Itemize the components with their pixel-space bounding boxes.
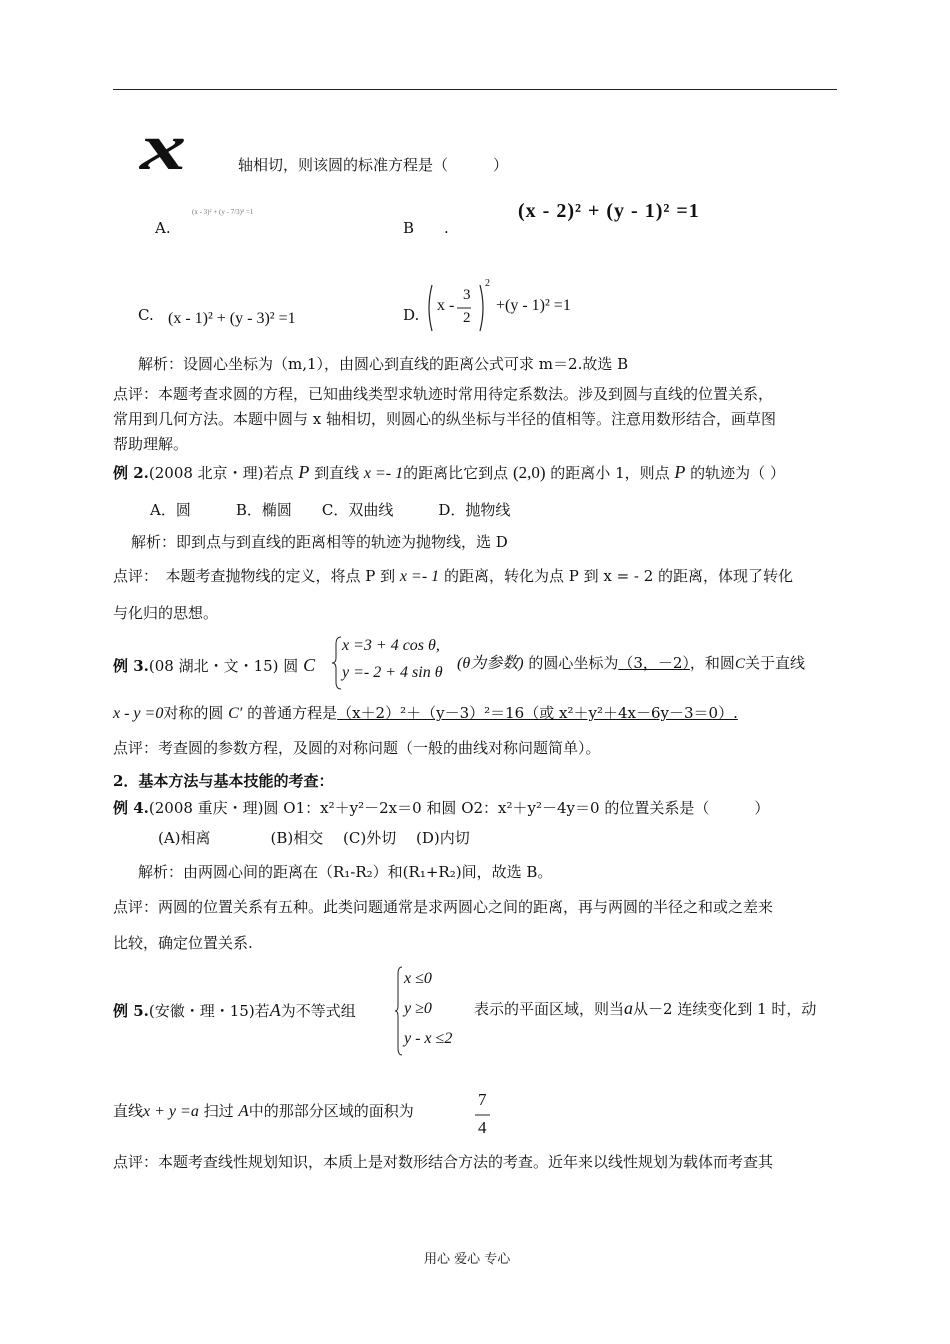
ex5-frac-den: 4 [478, 1118, 487, 1137]
ex5-brace [395, 966, 403, 1056]
ex3-rest [457, 653, 805, 674]
ex2-comment-b: 的距离，转化为点 P 到 x = - 2 的距离，体现了转化 [443, 567, 794, 585]
option-d-x: x - [437, 297, 455, 314]
header-rule [113, 89, 837, 90]
ex5-frac-num: 7 [478, 1090, 487, 1109]
ex5-line-eq: x + y =a [143, 1103, 199, 1120]
ex4-analysis: 解析：由两圆心间的距离在（R₁-R₂）和(R₁+R₂)间，故选 B。 [138, 863, 553, 881]
ex4-line [113, 798, 769, 818]
ex5-comment: 点评：本题考查线性规划知识，本质上是对数形结合方法的考查。近年来以线性规划为载体而考查其 [113, 1153, 774, 1171]
ex2-point: (2,0) [512, 463, 546, 482]
option-c-label: C. [138, 306, 154, 324]
ex5-frac-bar [475, 1114, 491, 1116]
ex5-ineq-2: y ≥0 [404, 1000, 432, 1017]
ex3-cprime: C′ [228, 705, 243, 722]
ex5-text-c: 表示的平面区域，则当 [474, 1000, 625, 1018]
ex5-text-d: 从－2 连续变化到 1 时，动 [633, 1000, 817, 1018]
ex2-text-a: (2008 北京・理)若点 [148, 464, 294, 482]
q1-comment-line2: 常用到几何方法。本题中圆与 x 轴相切，则圆心的纵坐标与半径的值相等。注意用数形结合，画草图 [113, 410, 777, 428]
ex2-comment-eq: x =- 1 [399, 568, 440, 585]
ex4-comment-line2: 比较，确定位置关系. [113, 934, 253, 952]
ex5-lead [113, 1000, 356, 1021]
ex3-param-line1: x =3 + 4 cos θ, [342, 637, 440, 654]
ex2-line [113, 462, 785, 484]
option-a-label: A. [155, 219, 171, 237]
option-d-den: 2 [463, 310, 471, 326]
q1-stem: 轴相切，则该圆的标准方程是（ ） [238, 156, 509, 174]
q1-analysis: 解析：设圆心坐标为（m,1），由圆心到直线的距离公式可求 m＝2.故选 B [138, 355, 629, 373]
ex5-text-f: 扫过 [203, 1102, 234, 1120]
big-x-symbol: x [140, 111, 187, 184]
ex4-options: (A)相离 (B)相交 (C)外切 (D)内切 [158, 829, 470, 847]
ex4-label: 例 4. [113, 799, 149, 817]
ex5-label: 例 5. [113, 1002, 149, 1020]
ex2-analysis: 解析：即到点与到直线的距离相等的轨迹为抛物线，选 D [131, 533, 508, 551]
option-b-label: B . [403, 219, 449, 237]
ex5-param-a: a [624, 998, 634, 1018]
ex2-label: 例 2. [113, 464, 149, 482]
ex2-line-eq: x =- 1 [363, 465, 404, 482]
ex5-ineq-3: y - x ≤2 [404, 1030, 453, 1047]
ex5-text-a: (安徽・理・15)若 [148, 1002, 270, 1020]
ex3-text-c: ，和圆 [689, 654, 735, 672]
ex3-param-line2: y =- 2 + 4 sin θ [342, 664, 443, 681]
ex2-point-p2: P [674, 462, 686, 482]
option-d-tail: +(y - 1)² =1 [496, 297, 571, 314]
ex3-label: 例 3. [113, 657, 149, 675]
ex3-text-d: 关于直线 [744, 654, 805, 672]
ex2-point-p: P [298, 462, 310, 482]
ex5-line2 [113, 1101, 414, 1122]
ex3-brace [332, 636, 342, 690]
ex3-text-b: 的圆心坐标为 [528, 654, 619, 672]
ex2-comment-line2: 与化归的思想。 [113, 604, 219, 622]
option-d-exp: 2 [485, 278, 490, 289]
ex3-circle-c2: C [734, 656, 745, 672]
ex2-text-b: 到直线 [314, 464, 360, 482]
ex3-line-eq: x - y =0 [113, 705, 164, 722]
ex3-text-f: 的普通方程是 [247, 704, 338, 722]
ex5-set-a: A [269, 1000, 281, 1020]
ex5-rest [474, 998, 816, 1019]
ex3-answer: （x＋2）²＋（y－3）²＝16（或 x²＋y²＋4x－6y－3＝0）. [337, 704, 738, 722]
ex2-comment-a: 点评： 本题考查抛物线的定义，将点 P 到 [113, 567, 396, 585]
q1-comment-line3: 帮助理解。 [113, 435, 189, 453]
option-c-formula: (x - 1)² + (y - 3)² =1 [168, 310, 296, 327]
ex5-text-g: 中的那部分区域的面积为 [248, 1102, 414, 1120]
ex2-text-e: 的轨迹为（ ） [690, 464, 785, 482]
ex3-param-note: (θ为参数) [457, 655, 524, 672]
ex5-text-e: 直线 [113, 1102, 144, 1120]
option-d-label: D. [403, 306, 420, 324]
option-a-formula: (x - 3)² + (y - 7/3)² =1 [192, 208, 254, 216]
ex5-text-b: 为不等式组 [280, 1002, 356, 1020]
section-2-title: 2．基本方法与基本技能的考查： [113, 772, 334, 790]
ex2-text-c: 的距离比它到点 [403, 464, 509, 482]
ex3-center: （3，－2） [618, 654, 690, 672]
ex3-text-a: (08 湖北・文・15) 圆 [148, 657, 299, 675]
ex5-set-a2: A [238, 1101, 249, 1120]
option-b-formula: (x - 2)² + (y - 1)² =1 [518, 200, 700, 222]
ex3-lead [113, 655, 315, 676]
ex3-line2 [113, 703, 738, 724]
ex2-text-d: 的距离小 1，则点 [550, 464, 670, 482]
page-footer: 用心 爱心 专心 [424, 1252, 511, 1267]
ex5-ineq-1: x ≤0 [404, 970, 432, 987]
option-d-paren [426, 283, 486, 333]
q1-comment-line1: 点评：本题考查求圆的方程，已知曲线类型求轨迹时常用待定系数法。涉及到圆与直线的位置关系， [113, 385, 774, 403]
ex4-comment-line1: 点评：两圆的位置关系有五种。此类问题通常是求两圆心之间的距离，再与两圆的半径之和或之差来 [113, 898, 774, 916]
ex4-text: (2008 重庆・理)圆 O1：x²＋y²－2x＝0 和圆 O2：x²＋y²－4y＝0 的位置关系是（ ） [148, 799, 770, 817]
ex2-comment [113, 566, 793, 587]
option-d-num: 3 [463, 287, 471, 303]
ex3-comment: 点评：考查圆的参数方程，及圆的对称问题（一般的曲线对称问题简单）。 [113, 739, 601, 757]
ex3-circle-c: C [303, 655, 316, 675]
ex2-options: A．圆 B．椭圆 C．双曲线 D．抛物线 [150, 501, 511, 519]
ex3-text-e: 对称的圆 [163, 704, 224, 722]
